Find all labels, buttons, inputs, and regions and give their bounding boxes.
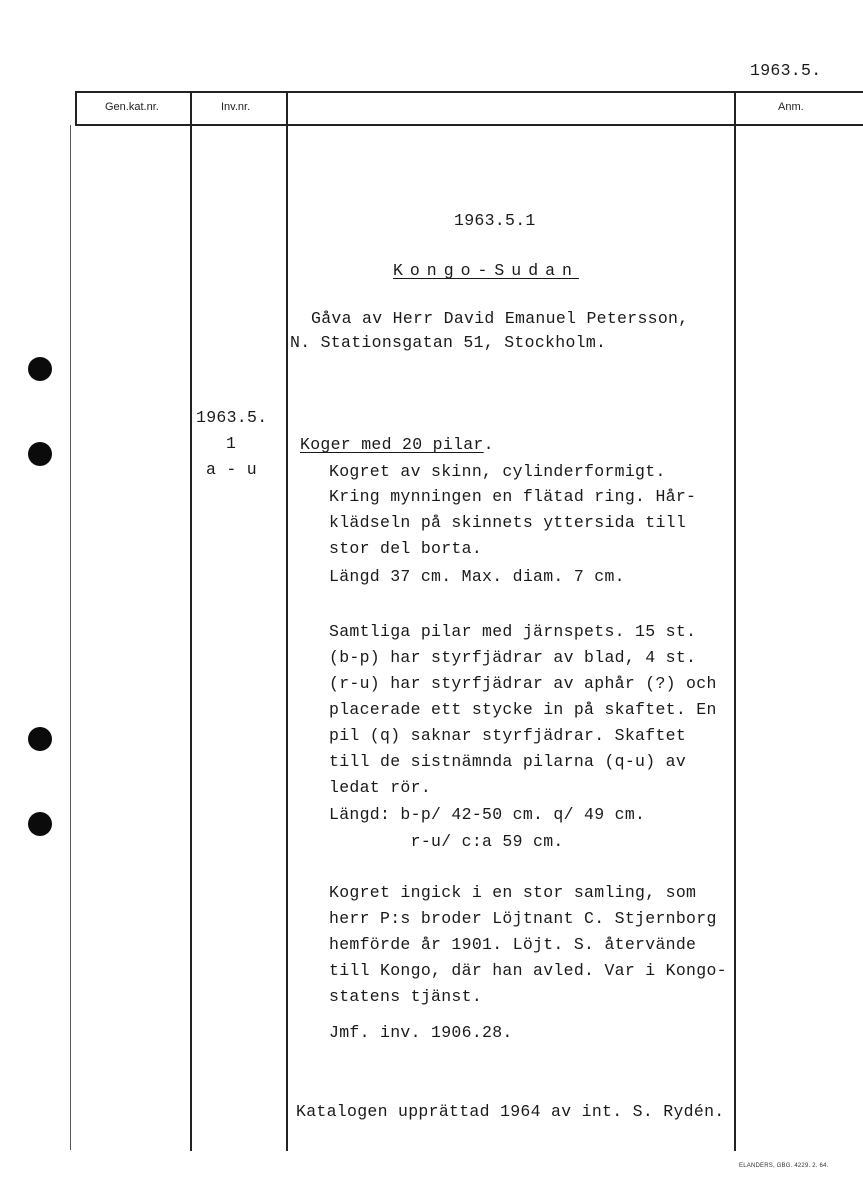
- catalog-footer-note: Katalogen upprättad 1964 av int. S. Rydén.: [296, 1102, 725, 1121]
- header-bottom-rule: [75, 124, 863, 126]
- region-heading: Kongo-Sudan: [393, 261, 579, 280]
- inv-number-range: a - u: [206, 460, 258, 479]
- printer-mark: ELANDERS, GBG. 4229. 2. 64.: [739, 1163, 829, 1169]
- margin-rule: [70, 125, 71, 1150]
- description-line: till Kongo, där han avled. Var i Kongo-: [329, 961, 727, 980]
- description-line: (b-p) har styrfjädrar av blad, 4 st.: [329, 648, 697, 667]
- object-title-suffix: .: [483, 435, 494, 454]
- description-line: stor del borta.: [329, 539, 483, 558]
- description-line: Kring mynningen en flätad ring. Hår-: [329, 487, 697, 506]
- header-gen-kat-nr: Gen.kat.nr.: [105, 101, 159, 113]
- description-line: ledat rör.: [329, 778, 432, 797]
- description-line: Kogret ingick i en stor samling, som: [329, 883, 697, 902]
- column-rule-inv: [286, 91, 288, 1151]
- page-number: 1963.5.: [750, 61, 822, 80]
- column-rule-anm: [734, 91, 736, 1151]
- donor-line-2: N. Stationsgatan 51, Stockholm.: [290, 333, 607, 352]
- header-inv-nr: Inv.nr.: [221, 101, 251, 113]
- punch-hole: [28, 812, 52, 836]
- description-line: Kogret av skinn, cylinderformigt.: [329, 462, 666, 481]
- object-title-text: Koger med 20 pilar: [300, 435, 484, 454]
- measurement-line: Längd: b-p/ 42-50 cm. q/ 49 cm.: [329, 805, 646, 824]
- description-line: herr P:s broder Löjtnant C. Stjernborg: [329, 909, 717, 928]
- donor-line-1: Gåva av Herr David Emanuel Petersson,: [311, 309, 689, 328]
- description-line: till de sistnämnda pilarna (q-u) av: [329, 752, 687, 771]
- reference-line: Jmf. inv. 1906.28.: [329, 1023, 513, 1042]
- measurement-line: r-u/ c:a 59 cm.: [329, 832, 564, 851]
- header-anm: Anm.: [778, 101, 804, 113]
- description-line: pil (q) saknar styrfjädrar. Skaftet: [329, 726, 687, 745]
- description-line: hemförde år 1901. Löjt. S. återvände: [329, 935, 697, 954]
- inv-number-line1: 1963.5.: [196, 408, 268, 427]
- column-rule-left: [75, 91, 77, 125]
- description-line: Längd 37 cm. Max. diam. 7 cm.: [329, 567, 625, 586]
- description-line: placerade ett stycke in på skaftet. En: [329, 700, 717, 719]
- header-top-rule: [75, 91, 863, 93]
- punch-hole: [28, 727, 52, 751]
- description-line: statens tjänst.: [329, 987, 483, 1006]
- description-line: Samtliga pilar med järnspets. 15 st.: [329, 622, 697, 641]
- inv-number-line2: 1: [226, 434, 237, 453]
- column-rule-gen-kat: [190, 91, 192, 1151]
- catalog-number: 1963.5.1: [454, 211, 536, 230]
- punch-hole: [28, 442, 52, 466]
- description-line: klädseln på skinnets yttersida till: [329, 513, 687, 532]
- punch-hole: [28, 357, 52, 381]
- description-line: (r-u) har styrfjädrar av aphår (?) och: [329, 674, 717, 693]
- object-title: [300, 435, 494, 454]
